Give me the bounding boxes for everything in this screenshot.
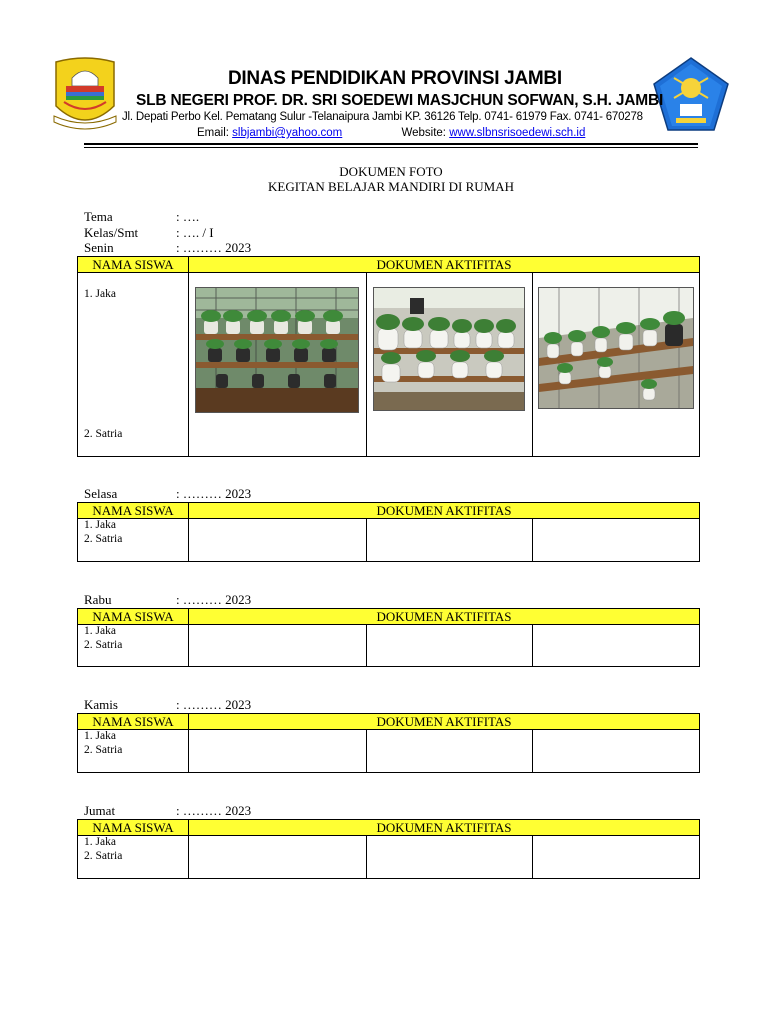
name-column-header: NAMA SISWA — [78, 257, 189, 272]
student-name: 2. Satria — [84, 533, 123, 545]
activity-table-wednesday — [77, 608, 700, 667]
header-agency-name: DINAS PENDIDIKAN PROVINSI JAMBI — [228, 68, 562, 89]
header-divider-thin — [84, 147, 698, 148]
activity-table-thursday — [77, 713, 700, 773]
column-divider — [366, 273, 367, 456]
document-column-header: DOKUMEN AKTIFITAS — [376, 820, 512, 835]
jambi-province-emblem-icon — [50, 56, 120, 132]
column-divider — [366, 625, 367, 666]
meta-label: Senin — [84, 240, 114, 255]
column-divider — [532, 836, 533, 878]
column-divider — [532, 519, 533, 561]
day-value: : ……… 2023 — [176, 697, 252, 712]
column-divider — [366, 730, 367, 772]
activity-table-monday — [77, 256, 700, 457]
student-name: 2. Satria — [84, 639, 123, 651]
email-link[interactable]: slbjambi@yahoo.com — [232, 127, 343, 139]
activity-photo-2[interactable] — [373, 287, 525, 411]
name-column-header: NAMA SISWA — [78, 503, 189, 518]
table-header — [78, 609, 699, 625]
student-name: 1. Jaka — [84, 625, 116, 637]
student-name: 1. Jaka — [84, 519, 116, 531]
header-address: Jl. Depati Perbo Kel. Pematang Sulur -Telanaipura Jambi KP. 36126 Telp. 0741- 61979 Fax. 0741- 670278 — [122, 111, 643, 123]
name-column-header: NAMA SISWA — [78, 609, 189, 624]
header-divider-thick — [84, 143, 698, 145]
day-label: Rabu — [84, 592, 112, 607]
column-divider — [532, 625, 533, 666]
column-divider — [188, 836, 189, 878]
activity-photo-1[interactable] — [195, 287, 359, 413]
day-label: Selasa — [84, 486, 118, 501]
activity-photo-3[interactable] — [538, 287, 694, 409]
day-value: : ……… 2023 — [176, 803, 252, 818]
tut-wuri-handayani-icon — [652, 56, 730, 132]
website-label: Website: — [401, 127, 450, 139]
student-name: 2. Satria — [84, 850, 123, 862]
document-column-header: DOKUMEN AKTIFITAS — [376, 503, 512, 518]
column-divider — [188, 273, 189, 456]
name-column-header: NAMA SISWA — [78, 714, 189, 729]
meta-value: : ……… 2023 — [176, 240, 252, 255]
meta-value: : …. / I — [176, 225, 214, 240]
document-column-header: DOKUMEN AKTIFITAS — [376, 609, 512, 624]
table-header — [78, 714, 699, 730]
column-divider — [188, 730, 189, 772]
student-name: 2. Satria — [84, 428, 123, 440]
activity-table-friday — [77, 819, 700, 879]
student-name: 2. Satria — [84, 744, 123, 756]
table-header — [78, 257, 699, 273]
table-header — [78, 503, 699, 519]
student-name: 1. Jaka — [84, 730, 116, 742]
header-school-name: SLB NEGERI PROF. DR. SRI SOEDEWI MASJCHUN SOFWAN, S.H. JAMBI — [136, 92, 664, 109]
day-value: : ……… 2023 — [176, 592, 252, 607]
document-column-header: DOKUMEN AKTIFITAS — [376, 714, 512, 729]
website-link[interactable]: www.slbnsrisoedewi.sch.id — [449, 127, 586, 139]
document-column-header: DOKUMEN AKTIFITAS — [376, 257, 512, 272]
table-header — [78, 820, 699, 836]
header-contact — [197, 127, 585, 139]
document-title: DOKUMEN FOTO — [339, 164, 443, 179]
email-label: Email: — [197, 127, 233, 139]
column-divider — [366, 519, 367, 561]
activity-table-tuesday — [77, 502, 700, 562]
meta-value: : …. — [176, 209, 200, 224]
column-divider — [188, 519, 189, 561]
column-divider — [366, 836, 367, 878]
column-divider — [532, 730, 533, 772]
column-divider — [532, 273, 533, 456]
column-divider — [188, 625, 189, 666]
day-label: Kamis — [84, 697, 118, 712]
day-label: Jumat — [84, 803, 116, 818]
day-value: : ……… 2023 — [176, 486, 252, 501]
meta-label: Tema — [84, 209, 113, 224]
document-subtitle: KEGITAN BELAJAR MANDIRI DI RUMAH — [268, 179, 514, 194]
student-name: 1. Jaka — [84, 288, 116, 300]
student-name: 1. Jaka — [84, 836, 116, 848]
meta-label: Kelas/Smt — [84, 225, 139, 240]
name-column-header: NAMA SISWA — [78, 820, 189, 835]
